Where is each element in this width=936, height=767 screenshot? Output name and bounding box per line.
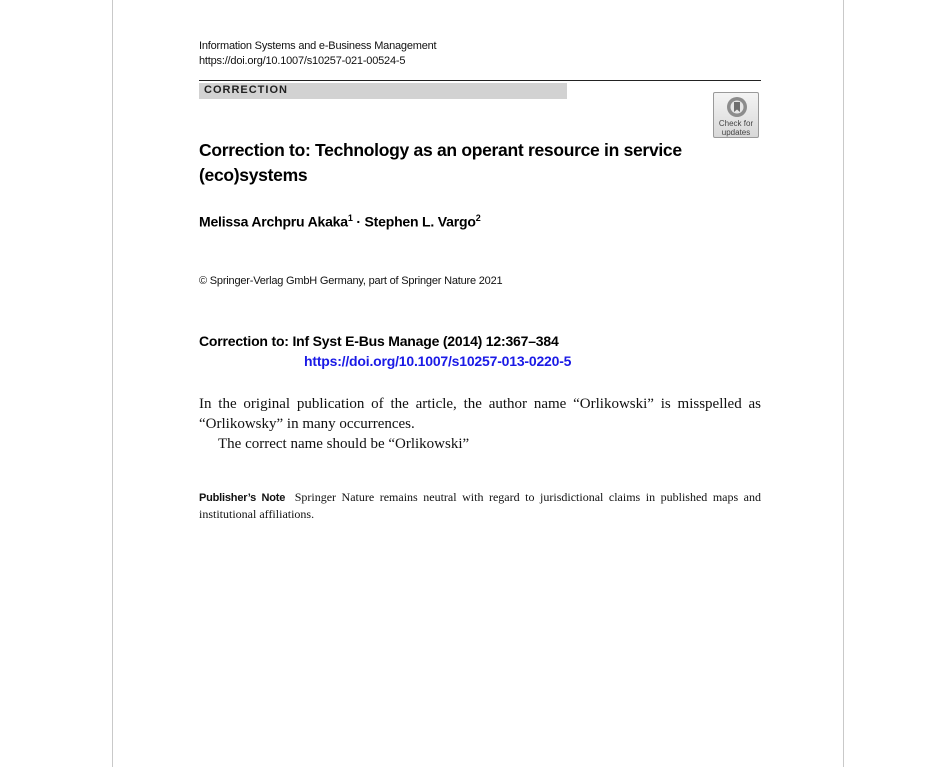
publishers-note <box>199 489 761 522</box>
correction-heading: Correction to: Inf Syst E-Bus Manage (2014) 12:367–384 <box>199 333 559 349</box>
article-type-label: CORRECTION <box>204 84 288 96</box>
author-affiliation-marker: 1 <box>347 213 353 223</box>
check-for-updates-badge[interactable] <box>713 92 759 138</box>
article-type-band <box>199 83 567 99</box>
header-rule <box>199 80 761 81</box>
author-list <box>199 213 481 230</box>
body-paragraph: The correct name should be “Orlikowski” <box>218 436 470 452</box>
author-name: Melissa Archpru Akaka <box>199 213 348 230</box>
copyright-line: © Springer-Verlag GmbH Germany, part of Springer Nature 2021 <box>199 275 503 287</box>
pdf-page <box>112 0 844 767</box>
author-affiliation-marker: 2 <box>475 213 481 223</box>
original-article-link[interactable]: https://doi.org/10.1007/s10257-013-0220-5 <box>304 353 572 369</box>
journal-name: Information Systems and e-Business Management <box>199 40 437 52</box>
body-paragraph: In the original publication of the article, the author name “Orlikowski” is misspelled as “Orlikowsky” in many occurrences. <box>199 396 761 432</box>
article-title: Correction to: Technology as an operant resource in service (eco)systems <box>199 140 682 185</box>
badge-text-line1: Check for <box>718 119 754 128</box>
author-name: Stephen L. Vargo <box>364 213 476 230</box>
publishers-note-text: Springer Nature remains neutral with regard to jurisdictional claims in published maps and institutional affiliations. <box>199 490 762 521</box>
article-doi[interactable]: https://doi.org/10.1007/s10257-021-00524-5 <box>199 55 406 67</box>
publishers-note-label: Publisher’s Note <box>199 492 286 504</box>
author-separator: · <box>356 213 361 230</box>
check-for-updates-icon <box>726 96 748 118</box>
badge-text-line2: updates <box>721 128 751 137</box>
badge-text <box>714 119 758 137</box>
